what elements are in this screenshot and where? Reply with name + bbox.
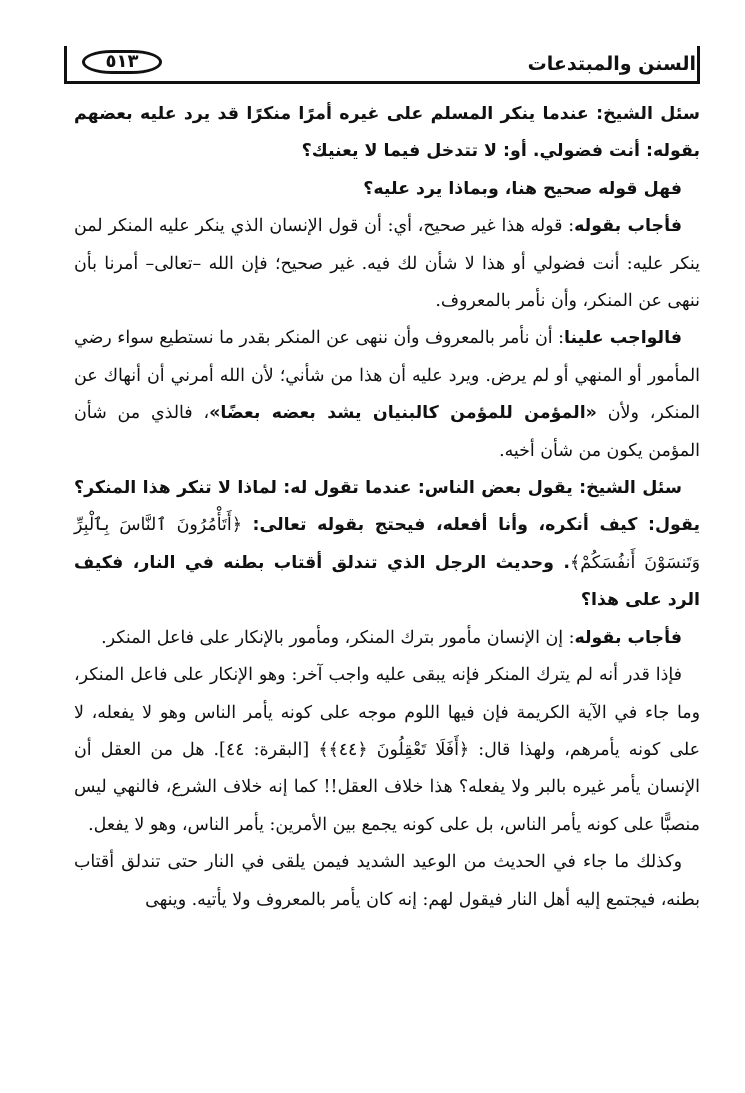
- running-title: السنن والمبتدعات: [527, 53, 696, 75]
- question-2: [74, 470, 700, 620]
- question-text-after: . وحديث الرجل الذي تندلق أقتاب بطنه في النار، فكيف الرد على هذا؟: [74, 552, 700, 611]
- question-1: [74, 96, 700, 171]
- page-number: ٥١٣: [82, 50, 162, 74]
- hadith-quote: «المؤمن للمؤمن كالبنيان يشد بعضه بعضًا»: [209, 403, 597, 424]
- question-label: سئل الشيخ: [586, 478, 682, 499]
- question-label: سئل الشيخ: [603, 104, 700, 124]
- header-frame-right: [697, 46, 700, 84]
- paragraph-text: وكذلك ما جاء في الحديث من الوعيد الشديد فيمن يلقى في النار حتى تندلق أقتاب بطنه، فيجتمع إليه أهل النار فيقول لهم: إنه كان يأمر بالمعروف ولا يأتيه. وينهى: [74, 852, 700, 910]
- question-1-followup: [74, 171, 700, 208]
- paragraph-text-before: فإذا قدر أنه لم يترك المنكر فإنه يبقى عليه واجب آخر: وهو الإنكار على فاعل المنكر، وما جاء في الآية الكريمة فإن فيها اللوم موجه على كونه يأمر الناس وهو لا يفعله، لا على كونه يأمرهم، ولهذا قال:: [74, 665, 700, 760]
- duty-paragraph: [74, 320, 700, 470]
- answer-text: : قوله هذا غير صحيح، أي: أن قول الإنسان الذي ينكر عليه المنكر لمن ينكر عليه: أنت فضولي أو هذا لا شأن لك فيه. غير صحيح؛ فإن الله –تعالى– أمرنا بأن ننهى عن المنكر، وأن نأمر بالمعروف.: [74, 216, 700, 312]
- paragraph-if: [74, 657, 700, 844]
- answer-text: : إن الإنسان مأمور بترك المنكر، ومأمور بالإنكار على فاعل المنكر.: [101, 627, 575, 648]
- quran-verse: ﴿أَفَلَا تَعْقِلُونَ ﴿٤٤﴾﴾: [318, 739, 470, 760]
- header-rule: [64, 81, 700, 84]
- header-frame-left: [64, 46, 67, 84]
- answer-2: [74, 620, 700, 657]
- answer-label: فأجاب بقوله: [574, 216, 682, 237]
- question-followup-text: فهل قوله صحيح هنا، وبماذا يرد عليه؟: [363, 178, 682, 199]
- duty-text-after: ، فالذي من شأن المؤمن يكون من شأن أخيه.: [74, 403, 700, 461]
- body-text: [74, 96, 700, 919]
- duty-label: فالواجب علينا: [563, 328, 682, 349]
- question-text: : يقول بعض الناس: عندما تقول له: لماذا لا تنكر هذا المنكر؟ يقول: كيف أنكره، وأنا أفعله، فيحتج بقوله تعالى:: [74, 478, 701, 536]
- quran-verse: ﴿أَتَأْمُرُونَ ٱلنَّاسَ بِٱلْبِرِّ وَتَنسَوْنَ أَنفُسَكُمْ﴾: [74, 515, 700, 573]
- question-text: : عندما ينكر المسلم على غيره أمرًا منكرًا قد يرد عليه بعضهم بقوله: أنت فضولي. أو: لا تتدخل فيما لا يعنيك؟: [74, 104, 700, 162]
- duty-text-before: : أن نأمر بالمعروف وأن ننهى عن المنكر بقدر ما نستطيع سواء رضي المأمور أو المنهي أو لم يرض. ويرد عليه أن هذا من شأني؛ لأن الله أمرني أن أنهاك عن المنكر، ولأن: [74, 328, 700, 424]
- verse-reference: [البقرة: ٤٤]: [219, 739, 319, 760]
- paragraph-likewise: [74, 844, 700, 919]
- answer-1: [74, 208, 700, 320]
- answer-label: فأجاب بقوله: [574, 627, 682, 648]
- paragraph-text-after: . هل من العقل أن الإنسان يأمر غيره بالبر ولا يفعله؟ هذا خلاف العقل!! كما إنه خلاف الشرع، فالنهي ليس منصبًّا على كونه يأمر الناس، بل على كونه يجمع بين الأمرين: يأمر الناس، وهو لا يفعل.: [74, 739, 700, 835]
- page-header: [64, 38, 700, 84]
